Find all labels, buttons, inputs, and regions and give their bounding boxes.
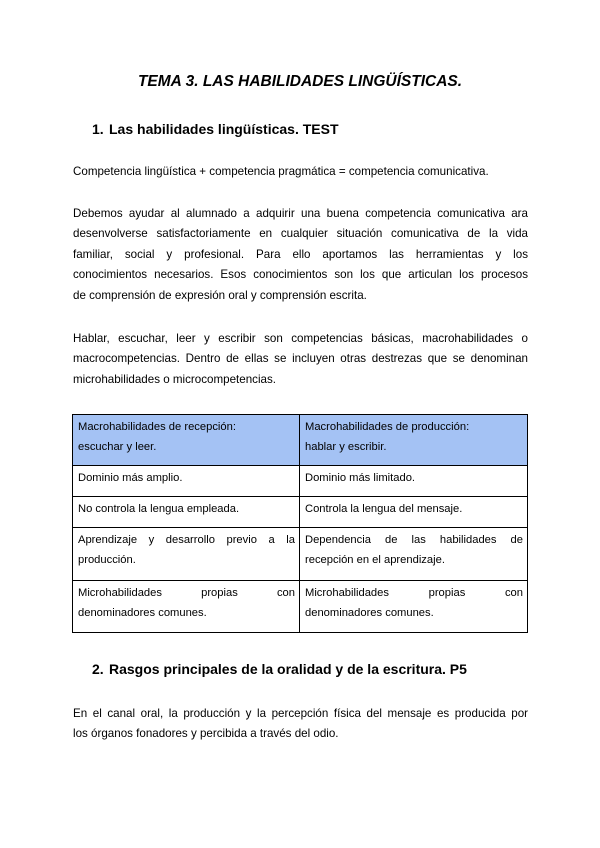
cell-line: Dependencia de las habilidades de — [305, 534, 523, 546]
paragraph-canal-oral — [73, 704, 528, 745]
paragraph-line: Debemos ayudar al alumnado a adquirir una buena competencia comunicativa ara — [73, 207, 528, 220]
table-row — [73, 497, 528, 528]
cell-line: recepción en el aprendizaje. — [305, 553, 445, 566]
table-row — [73, 466, 528, 497]
cell-line: Dominio más amplio. — [78, 472, 183, 484]
cell-line: producción. — [78, 553, 136, 566]
paragraph-line: los órganos fonadores y percibida a través del odio. — [73, 727, 339, 741]
document-title: TEMA 3. LAS HABILIDADES LINGÜÍSTICAS. — [137, 73, 463, 90]
paragraph-definition — [73, 162, 528, 182]
section-2-number: 2. — [92, 661, 104, 677]
cell-line: escuchar y leer. — [78, 440, 157, 453]
cell-line: denominadores comunes. — [78, 606, 207, 619]
cell-line: hablar y escribir. — [305, 440, 387, 453]
section-1-title: Las habilidades lingüísticas. TEST — [109, 121, 339, 137]
cell-line: Aprendizaje y desarrollo previo a la — [78, 534, 295, 546]
table-cell — [300, 581, 528, 633]
section-1-number: 1. — [92, 121, 104, 137]
paragraph-line: Hablar, escuchar, leer y escribir son competencias básicas, macrohabilidades o — [73, 332, 528, 345]
table-header-cell — [73, 415, 300, 466]
cell-line: Microhabilidades propias con — [78, 587, 295, 599]
paragraph-competencia — [73, 204, 528, 306]
table-header-row — [73, 415, 528, 466]
paragraph-line: desenvolverse satisfactoriamente en cualquier situación comunicativa de la vida — [73, 227, 528, 241]
cell-line: Microhabilidades propias con — [305, 587, 523, 599]
cell-line: Macrohabilidades de producción: — [305, 421, 470, 433]
table-header-cell — [300, 415, 528, 466]
table-row — [73, 528, 528, 581]
table-cell — [300, 497, 528, 528]
table-cell — [73, 581, 300, 633]
table-cell — [73, 497, 300, 528]
paragraph-macrohabilidades — [73, 329, 528, 390]
section-2-heading — [92, 661, 467, 677]
paragraph-line: macrocompetencias. Dentro de ellas se incluyen otras destrezas que se denominan — [73, 352, 528, 366]
table-cell — [300, 466, 528, 497]
paragraph-line: de comprensión de expresión oral y comprensión escrita. — [73, 288, 367, 302]
paragraph-line: familiar, social y profesional. Para ello aportamos las herramientas y los — [73, 247, 528, 261]
table-cell — [73, 466, 300, 497]
cell-line: No controla la lengua empleada. — [78, 503, 240, 515]
table-row — [73, 581, 528, 633]
comparison-table — [72, 414, 528, 633]
table-cell — [73, 528, 300, 581]
cell-line: Macrohabilidades de recepción: — [78, 421, 236, 433]
paragraph-line: Competencia lingüística + competencia pragmática = competencia comunicativa. — [73, 165, 489, 178]
paragraph-line: microhabilidades o microcompetencias. — [73, 372, 276, 386]
table-cell — [300, 528, 528, 581]
cell-line: denominadores comunes. — [305, 606, 434, 619]
paragraph-line: conocimientos necesarios. Esos conocimientos son los que articulan los procesos — [73, 268, 528, 282]
paragraph-line: En el canal oral, la producción y la percepción física del mensaje es producida por — [73, 707, 528, 720]
cell-line: Dominio más limitado. — [305, 472, 416, 484]
section-2-title: Rasgos principales de la oralidad y de la escritura. P5 — [109, 661, 467, 677]
cell-line: Controla la lengua del mensaje. — [305, 503, 463, 515]
section-1-heading — [92, 121, 339, 137]
